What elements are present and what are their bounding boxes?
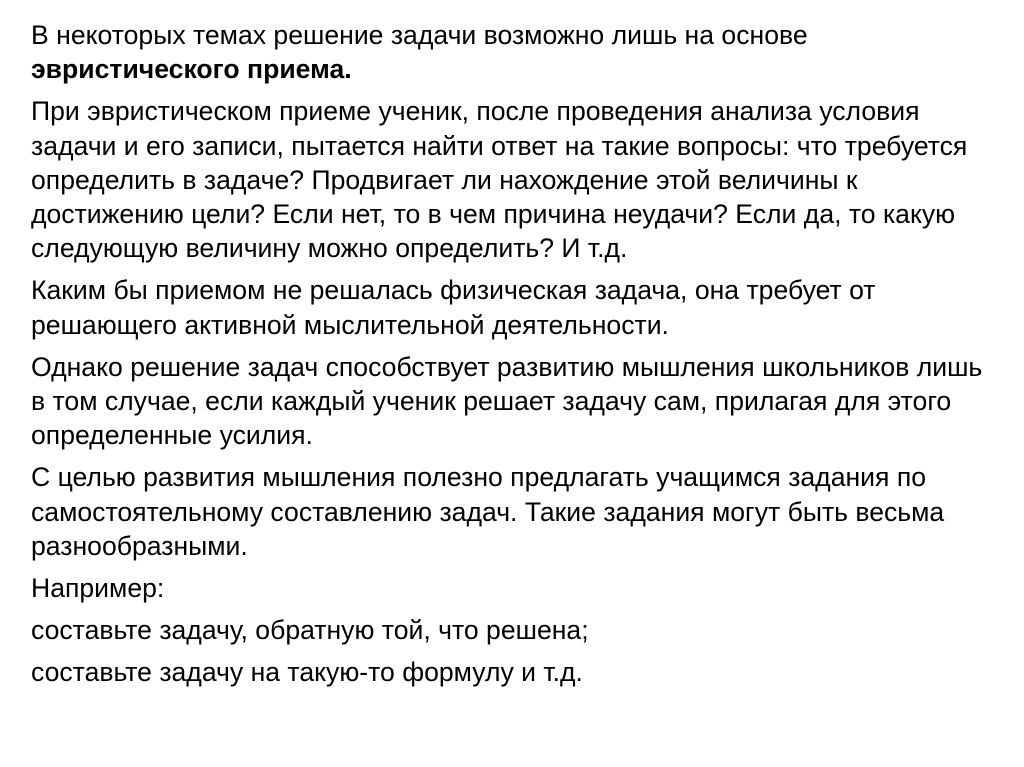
heuristic-paragraph: При эвристическом приеме ученик, после проведения анализа условия задачи и его записи, пытается найти ответ на такие вопросы: что требуется определить в задаче? Продвигает ли нахождение этой величины к достижению цели? Если нет, то в чем причина неудачи? Если да, то какую следующую величину можно определить? И т.д.	[31, 96, 968, 264]
intro-bold-term: эвристического приема.	[31, 54, 352, 85]
tasks-paragraph: С целью развития мышления полезно предлагать учащимся задания по самостоятельному составлению задач. Такие задания могут быть весьма разнообразными.	[31, 462, 945, 561]
slide-body	[31, 18, 996, 698]
intro-paragraph	[31, 18, 996, 86]
example-item-formula: составьте задачу на такую-то формулу и т.д.	[31, 657, 583, 688]
activity-paragraph: Каким бы приемом не решалась физическая задача, она требует от решающего активной мыслительной деятельности.	[31, 275, 876, 340]
intro-text: В некоторых темах решение задачи возможно лишь на основе	[31, 20, 808, 50]
example-item-inverse: составьте задачу, обратную той, что решена;	[31, 615, 589, 646]
example-label: Например:	[31, 573, 165, 604]
thinking-paragraph: Однако решение задач способствует развитию мышления школьников лишь в том случае, если каждый ученик решает задачу сам, прилагая для этого определенные усилия.	[31, 351, 983, 451]
